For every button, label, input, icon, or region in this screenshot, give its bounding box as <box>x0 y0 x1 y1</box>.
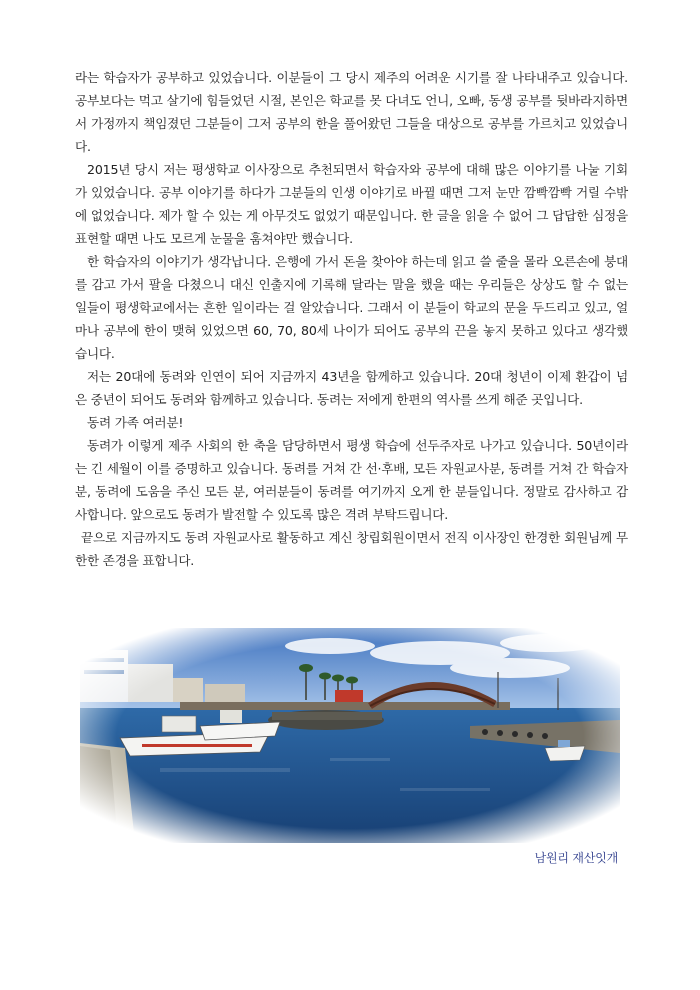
paragraph: 동려 가족 여러분! <box>87 415 184 430</box>
paragraph: 저는 20대에 동려와 인연이 되어 지금까지 43년을 함께하고 있습니다. 20대 청년이 이제 환갑이 넘은 중년이 되어도 동려와 함께하고 있습니다. 동려는 저에게 한편의 역사를 쓰게 해준 곳입니다. <box>75 369 628 407</box>
paragraph: 끝으로 지금까지도 동려 자원교사로 활동하고 계신 창립회원이면서 전직 이사장인 한경한 회원님께 무한한 존경을 표합니다. <box>75 530 628 568</box>
harbor-photo <box>80 628 620 843</box>
photo-vignette <box>80 628 620 843</box>
paragraph: 라는 학습자가 공부하고 있었습니다. 이분들이 그 당시 제주의 어려운 시기를 잘 나타내주고 있습니다. 공부보다는 먹고 살기에 힘들었던 시절, 본인은 학교를 못 다녀도 언니, 오빠, 동생 공부를 뒷바라지하면서 가정까지 책임졌던 그분들이 그저 공부의 한을 풀어왔던 그들을 대상으로 공부를 가르치고 있었습니다. <box>75 70 628 154</box>
harbor-illustration <box>80 628 620 843</box>
paragraph: 2015년 당시 저는 평생학교 이사장으로 추천되면서 학습자와 공부에 대해 많은 이야기를 나눌 기회가 있었습니다. 공부 이야기를 하다가 그분들의 인생 이야기로 바뀔 때면 그저 눈만 깜빡깜빡 거릴 수밖에 없었습니다. 제가 할 수 있는 게 아무것도 없었기 때문입니다. 한 글을 읽을 수 없어 그 답답한 심정을 표현할 때면 나도 모르게 눈물을 훔쳐야만 했습니다. <box>75 162 628 246</box>
body-text <box>75 66 628 572</box>
photo-caption: 남원리 재산잇개 <box>534 851 618 865</box>
paragraph: 한 학습자의 이야기가 생각납니다. 은행에 가서 돈을 찾아야 하는데 읽고 쓸 줄을 몰라 오른손에 붕대를 감고 가서 팔을 다쳤으니 대신 인출지에 기록해 달라는 말을 했을 때는 우리들은 상상도 할 수 없는 일들이 평생학교에서는 흔한 일이라는 걸 알았습니다. 그래서 이 분들이 학교의 문을 두드리고 있고, 얼마나 공부에 한이 맺혀 있었으면 60, 70, 80세 나이가 되어도 공부의 끈을 놓지 못하고 있다고 생각했습니다. <box>75 254 628 361</box>
paragraph: 동려가 이렇게 제주 사회의 한 축을 담당하면서 평생 학습에 선두주자로 나가고 있습니다. 50년이라는 긴 세월이 이를 증명하고 있습니다. 동려를 거쳐 간 선·후배, 모든 자원교사분, 동려를 거쳐 간 학습자분, 동려에 도움을 주신 모든 분, 여러분들이 동려를 여기까지 오게 한 분들입니다. 정말로 감사하고 감사합니다. 앞으로도 동려가 발전할 수 있도록 많은 격려 부탁드립니다. <box>75 438 628 522</box>
